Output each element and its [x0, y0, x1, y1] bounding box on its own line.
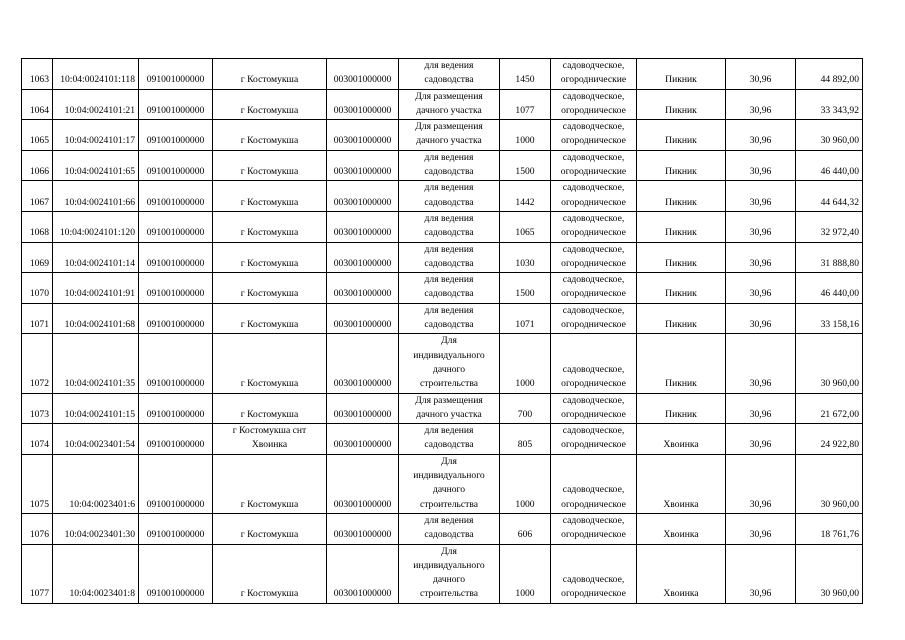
- land-category-cell-line: садоводческое,: [562, 243, 625, 255]
- table-row: [22, 303, 863, 334]
- row-number-cell: 1072: [22, 334, 53, 393]
- specific-value-cell: 30,96: [726, 424, 796, 455]
- table-row: [22, 120, 863, 151]
- location-cell: [213, 454, 327, 513]
- land-category-cell: [551, 181, 637, 212]
- land-category-cell-line: садоводческое,: [562, 274, 625, 286]
- row-number-cell: 1069: [22, 242, 53, 273]
- association-name-cell: Пикник: [637, 211, 726, 242]
- group-code-cell: 003001000000: [327, 120, 399, 151]
- cadastral-number-cell: 10:04:0023401:54: [53, 424, 139, 455]
- association-name-cell: Хвоинка: [637, 424, 726, 455]
- oktmo-code-cell: 091001000000: [139, 273, 213, 304]
- group-code-cell: 003001000000: [327, 393, 399, 424]
- cadastral-number-cell: 10:04:0024101:35: [53, 334, 139, 393]
- association-name-cell: Пикник: [637, 242, 726, 273]
- land-category-cell-line: садоводческое,: [562, 484, 625, 496]
- area-cell: 805: [500, 424, 551, 455]
- association-name-cell: Пикник: [637, 181, 726, 212]
- land-category-cell-line: огородническое: [561, 135, 626, 147]
- row-number-cell: 1065: [22, 120, 53, 151]
- group-code-cell: 003001000000: [327, 211, 399, 242]
- permitted-use-cell-line: дачного: [432, 484, 465, 496]
- land-category-cell-line: садоводческое,: [562, 212, 625, 224]
- cadastral-value-cell: 30 960,00: [796, 120, 863, 151]
- row-number-cell: 1064: [22, 89, 53, 120]
- permitted-use-cell-line: Для: [441, 545, 457, 557]
- association-name-cell: Пикник: [637, 334, 726, 393]
- association-name-cell: Пикник: [637, 273, 726, 304]
- permitted-use-cell-line: дачного: [432, 363, 465, 375]
- cadastral-value-cell: 30 960,00: [796, 454, 863, 513]
- land-category-cell: [551, 393, 637, 424]
- association-name-cell: Пикник: [637, 150, 726, 181]
- location-cell: [213, 393, 327, 424]
- permitted-use-cell-line: для ведения: [424, 151, 474, 163]
- location-cell-line: г Костомукша: [240, 135, 299, 147]
- oktmo-code-cell: 091001000000: [139, 59, 213, 90]
- oktmo-code-cell: 091001000000: [139, 181, 213, 212]
- cadastral-value-cell: 44 644,32: [796, 181, 863, 212]
- specific-value-cell: 30,96: [726, 150, 796, 181]
- row-number-cell: 1076: [22, 513, 53, 544]
- land-category-cell-line: садоводческое,: [562, 363, 625, 375]
- location-cell: [213, 424, 327, 455]
- location-cell-line: г Костомукша снт: [232, 425, 307, 437]
- group-code-cell: 003001000000: [327, 513, 399, 544]
- permitted-use-cell: [399, 454, 500, 513]
- land-category-cell-line: садоводческое,: [562, 304, 625, 316]
- land-category-cell-line: огородническое: [561, 439, 626, 451]
- group-code-cell: 003001000000: [327, 424, 399, 455]
- table-row: [22, 150, 863, 181]
- permitted-use-cell-line: строительства: [419, 498, 479, 510]
- table-row: [22, 334, 863, 393]
- area-cell: 606: [500, 513, 551, 544]
- oktmo-code-cell: 091001000000: [139, 150, 213, 181]
- table-row: [22, 242, 863, 273]
- land-category-cell: [551, 544, 637, 603]
- land-category-cell-line: садоводческое,: [562, 182, 625, 194]
- oktmo-code-cell: 091001000000: [139, 454, 213, 513]
- permitted-use-cell-line: Для размещения: [415, 90, 483, 102]
- permitted-use-cell-line: индивидуального: [413, 349, 485, 361]
- location-cell: [213, 334, 327, 393]
- cadastral-number-cell: 10:04:0023401:8: [53, 544, 139, 603]
- land-category-cell-line: садоводческое,: [562, 574, 625, 586]
- permitted-use-cell-line: садоводства: [424, 529, 474, 541]
- location-cell: [213, 513, 327, 544]
- permitted-use-cell-line: садоводства: [424, 319, 474, 331]
- cadastral-number-cell: 10:04:0024101:66: [53, 181, 139, 212]
- permitted-use-cell-line: Для размещения: [415, 394, 483, 406]
- area-cell: 1030: [500, 242, 551, 273]
- cadastral-number-cell: 10:04:0024101:15: [53, 393, 139, 424]
- location-cell-line: г Костомукша: [240, 104, 299, 116]
- permitted-use-cell: [399, 334, 500, 393]
- permitted-use-cell-line: для ведения: [424, 60, 474, 71]
- location-cell-line: г Костомукша: [240, 74, 299, 86]
- land-category-cell-line: огородническое: [561, 319, 626, 331]
- oktmo-code-cell: 091001000000: [139, 424, 213, 455]
- row-number-cell: 1070: [22, 273, 53, 304]
- land-category-cell: [551, 424, 637, 455]
- association-name-cell: Пикник: [637, 393, 726, 424]
- specific-value-cell: 30,96: [726, 59, 796, 90]
- oktmo-code-cell: 091001000000: [139, 513, 213, 544]
- area-cell: 1000: [500, 454, 551, 513]
- land-category-cell-line: садоводческое,: [562, 60, 625, 71]
- group-code-cell: 003001000000: [327, 303, 399, 334]
- land-category-cell: [551, 334, 637, 393]
- group-code-cell: 003001000000: [327, 242, 399, 273]
- land-category-cell-line: огородническое: [561, 196, 626, 208]
- specific-value-cell: 30,96: [726, 273, 796, 304]
- row-number-cell: 1067: [22, 181, 53, 212]
- permitted-use-cell-line: дачного участка: [416, 104, 482, 116]
- specific-value-cell: 30,96: [726, 454, 796, 513]
- group-code-cell: 003001000000: [327, 273, 399, 304]
- location-cell: [213, 211, 327, 242]
- row-number-cell: 1063: [22, 59, 53, 90]
- permitted-use-cell-line: садоводства: [424, 227, 474, 239]
- group-code-cell: 003001000000: [327, 89, 399, 120]
- table-row: [22, 273, 863, 304]
- specific-value-cell: 30,96: [726, 211, 796, 242]
- table-row: [22, 513, 863, 544]
- specific-value-cell: 30,96: [726, 181, 796, 212]
- association-name-cell: Пикник: [637, 120, 726, 151]
- area-cell: 700: [500, 393, 551, 424]
- row-number-cell: 1068: [22, 211, 53, 242]
- permitted-use-cell-line: садоводства: [424, 257, 474, 269]
- permitted-use-cell: [399, 242, 500, 273]
- cadastral-value-cell: 24 922,80: [796, 424, 863, 455]
- location-cell-line: г Костомукша: [240, 408, 299, 420]
- permitted-use-cell-line: садоводства: [424, 196, 474, 208]
- permitted-use-cell-line: индивидуального: [413, 470, 485, 482]
- area-cell: 1442: [500, 181, 551, 212]
- location-cell-line: г Костомукша: [240, 257, 299, 269]
- land-category-cell-line: огороднические: [560, 74, 627, 86]
- oktmo-code-cell: 091001000000: [139, 242, 213, 273]
- permitted-use-cell-line: для ведения: [424, 243, 474, 255]
- cadastral-value-cell: 21 672,00: [796, 393, 863, 424]
- location-cell: [213, 181, 327, 212]
- location-cell-line: г Костомукша: [240, 498, 299, 510]
- row-number-cell: 1071: [22, 303, 53, 334]
- specific-value-cell: 30,96: [726, 513, 796, 544]
- area-cell: 1065: [500, 211, 551, 242]
- permitted-use-cell: [399, 273, 500, 304]
- group-code-cell: 003001000000: [327, 181, 399, 212]
- permitted-use-cell: [399, 211, 500, 242]
- land-category-cell-line: садоводческое,: [562, 394, 625, 406]
- location-cell: [213, 544, 327, 603]
- area-cell: 1000: [500, 120, 551, 151]
- land-category-cell-line: огородническое: [561, 378, 626, 390]
- area-cell: 1077: [500, 89, 551, 120]
- cadastral-value-table: [21, 58, 863, 604]
- land-category-cell: [551, 211, 637, 242]
- area-cell: 1000: [500, 544, 551, 603]
- cadastral-number-cell: 10:04:0024101:65: [53, 150, 139, 181]
- land-category-cell: [551, 59, 637, 90]
- permitted-use-cell: [399, 544, 500, 603]
- permitted-use-cell-line: дачного: [432, 574, 465, 586]
- cadastral-value-cell: 32 972,40: [796, 211, 863, 242]
- permitted-use-cell-line: Для: [441, 455, 457, 467]
- location-cell: [213, 303, 327, 334]
- land-category-cell-line: огородническое: [561, 257, 626, 269]
- cadastral-number-cell: 10:04:0024101:17: [53, 120, 139, 151]
- land-category-cell-line: огородническое: [561, 498, 626, 510]
- permitted-use-cell: [399, 424, 500, 455]
- location-cell-line: г Костомукша: [240, 588, 299, 600]
- oktmo-code-cell: 091001000000: [139, 334, 213, 393]
- cadastral-number-cell: 10:04:0024101:120: [53, 211, 139, 242]
- specific-value-cell: 30,96: [726, 242, 796, 273]
- table-row: [22, 454, 863, 513]
- permitted-use-cell-line: для ведения: [424, 212, 474, 224]
- table-row: [22, 544, 863, 603]
- location-cell-line: г Костомукша: [240, 227, 299, 239]
- location-cell: [213, 89, 327, 120]
- cadastral-number-cell: 10:04:0024101:21: [53, 89, 139, 120]
- area-cell: 1071: [500, 303, 551, 334]
- cadastral-number-cell: 10:04:0024101:14: [53, 242, 139, 273]
- permitted-use-cell: [399, 513, 500, 544]
- location-cell-line: г Костомукша: [240, 166, 299, 178]
- location-cell-line: г Костомукша: [240, 529, 299, 541]
- cadastral-number-cell: 10:04:0024101:91: [53, 273, 139, 304]
- oktmo-code-cell: 091001000000: [139, 393, 213, 424]
- area-cell: 1500: [500, 273, 551, 304]
- table-row: [22, 211, 863, 242]
- permitted-use-cell-line: Для размещения: [415, 121, 483, 133]
- land-category-cell: [551, 242, 637, 273]
- location-cell-line: Хвоинка: [251, 439, 288, 451]
- permitted-use-cell: [399, 89, 500, 120]
- land-category-cell-line: огородническое: [561, 588, 626, 600]
- location-cell-line: г Костомукша: [240, 319, 299, 331]
- group-code-cell: 003001000000: [327, 454, 399, 513]
- land-category-cell-line: садоводческое,: [562, 425, 625, 437]
- land-category-cell: [551, 150, 637, 181]
- row-number-cell: 1075: [22, 454, 53, 513]
- cadastral-value-cell: 33 343,92: [796, 89, 863, 120]
- land-category-cell-line: огороднические: [560, 166, 627, 178]
- land-category-cell: [551, 89, 637, 120]
- permitted-use-cell-line: дачного участка: [416, 135, 482, 147]
- land-category-cell-line: садоводческое,: [562, 514, 625, 526]
- area-cell: 1500: [500, 150, 551, 181]
- specific-value-cell: 30,96: [726, 393, 796, 424]
- permitted-use-cell: [399, 120, 500, 151]
- association-name-cell: Хвоинка: [637, 544, 726, 603]
- area-cell: 1450: [500, 59, 551, 90]
- land-category-cell: [551, 120, 637, 151]
- specific-value-cell: 30,96: [726, 89, 796, 120]
- permitted-use-cell-line: строительства: [419, 378, 479, 390]
- association-name-cell: Пикник: [637, 59, 726, 90]
- location-cell: [213, 59, 327, 90]
- location-cell-line: г Костомукша: [240, 196, 299, 208]
- permitted-use-cell-line: дачного участка: [416, 408, 482, 420]
- permitted-use-cell-line: для ведения: [424, 182, 474, 194]
- permitted-use-cell-line: садоводства: [424, 439, 474, 451]
- cadastral-value-cell: 46 440,00: [796, 273, 863, 304]
- association-name-cell: Пикник: [637, 303, 726, 334]
- permitted-use-cell: [399, 393, 500, 424]
- oktmo-code-cell: 091001000000: [139, 120, 213, 151]
- location-cell-line: г Костомукша: [240, 378, 299, 390]
- specific-value-cell: 30,96: [726, 120, 796, 151]
- land-category-cell-line: огородническое: [561, 104, 626, 116]
- cadastral-value-cell: 18 761,76: [796, 513, 863, 544]
- cadastral-value-cell: 46 440,00: [796, 150, 863, 181]
- permitted-use-cell-line: садоводства: [424, 288, 474, 300]
- association-name-cell: Хвоинка: [637, 454, 726, 513]
- land-category-cell-line: садоводческое,: [562, 121, 625, 133]
- land-category-cell-line: садоводческое,: [562, 151, 625, 163]
- oktmo-code-cell: 091001000000: [139, 211, 213, 242]
- land-category-cell-line: огородническое: [561, 227, 626, 239]
- group-code-cell: 003001000000: [327, 59, 399, 90]
- land-category-cell: [551, 513, 637, 544]
- location-cell: [213, 150, 327, 181]
- row-number-cell: 1074: [22, 424, 53, 455]
- cadastral-value-cell: 44 892,00: [796, 59, 863, 90]
- permitted-use-cell-line: для ведения: [424, 304, 474, 316]
- oktmo-code-cell: 091001000000: [139, 303, 213, 334]
- specific-value-cell: 30,96: [726, 544, 796, 603]
- association-name-cell: Пикник: [637, 89, 726, 120]
- permitted-use-cell: [399, 181, 500, 212]
- cadastral-value-cell: 31 888,80: [796, 242, 863, 273]
- permitted-use-cell-line: индивидуального: [413, 559, 485, 571]
- land-category-cell-line: огородническое: [561, 288, 626, 300]
- cadastral-value-cell: 30 960,00: [796, 334, 863, 393]
- land-category-cell-line: огородническое: [561, 529, 626, 541]
- oktmo-code-cell: 091001000000: [139, 89, 213, 120]
- land-category-cell: [551, 273, 637, 304]
- land-category-cell-line: садоводческое,: [562, 90, 625, 102]
- oktmo-code-cell: 091001000000: [139, 544, 213, 603]
- location-cell-line: г Костомукша: [240, 288, 299, 300]
- table-row: [22, 59, 863, 90]
- cadastral-number-cell: 10:04:0024101:68: [53, 303, 139, 334]
- row-number-cell: 1077: [22, 544, 53, 603]
- permitted-use-cell: [399, 59, 500, 90]
- location-cell: [213, 120, 327, 151]
- area-cell: 1000: [500, 334, 551, 393]
- permitted-use-cell-line: садоводства: [424, 166, 474, 178]
- permitted-use-cell-line: садоводства: [424, 74, 474, 86]
- association-name-cell: Хвоинка: [637, 513, 726, 544]
- table-row: [22, 89, 863, 120]
- specific-value-cell: 30,96: [726, 334, 796, 393]
- permitted-use-cell-line: Для: [441, 335, 457, 347]
- cadastral-number-cell: 10:04:0023401:6: [53, 454, 139, 513]
- permitted-use-cell: [399, 303, 500, 334]
- table-row: [22, 424, 863, 455]
- group-code-cell: 003001000000: [327, 544, 399, 603]
- cadastral-value-cell: 33 158,16: [796, 303, 863, 334]
- cadastral-number-cell: 10:04:0023401:30: [53, 513, 139, 544]
- permitted-use-cell-line: для ведения: [424, 514, 474, 526]
- group-code-cell: 003001000000: [327, 334, 399, 393]
- location-cell: [213, 273, 327, 304]
- cadastral-number-cell: 10:04:0024101:118: [53, 59, 139, 90]
- table-row: [22, 181, 863, 212]
- land-category-cell: [551, 303, 637, 334]
- permitted-use-cell-line: строительства: [419, 588, 479, 600]
- location-cell: [213, 242, 327, 273]
- permitted-use-cell: [399, 150, 500, 181]
- permitted-use-cell-line: для ведения: [424, 274, 474, 286]
- land-category-cell: [551, 454, 637, 513]
- row-number-cell: 1073: [22, 393, 53, 424]
- permitted-use-cell-line: для ведения: [424, 425, 474, 437]
- specific-value-cell: 30,96: [726, 303, 796, 334]
- land-category-cell-line: огородническое: [561, 408, 626, 420]
- table-row: [22, 393, 863, 424]
- cadastral-value-cell: 30 960,00: [796, 544, 863, 603]
- group-code-cell: 003001000000: [327, 150, 399, 181]
- row-number-cell: 1066: [22, 150, 53, 181]
